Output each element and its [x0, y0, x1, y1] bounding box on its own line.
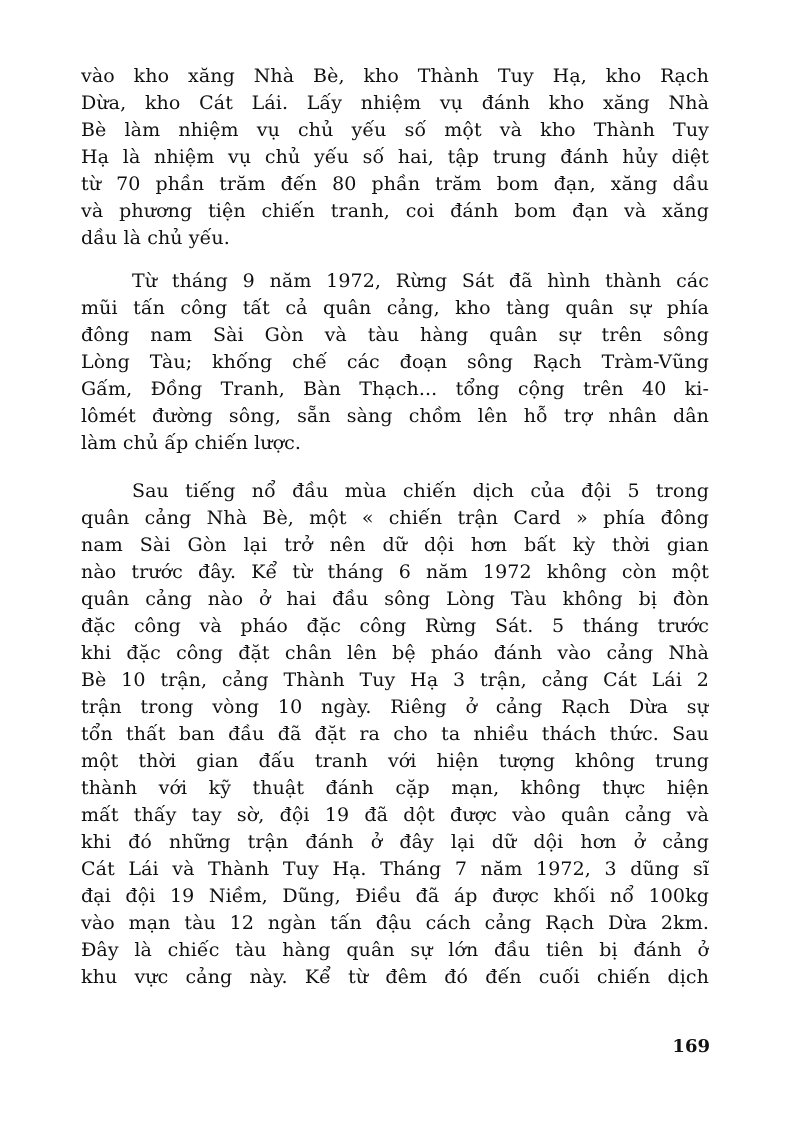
text-line: Bè làm nhiệm vụ chủ yếu số một và kho Thành Tuy: [81, 119, 709, 141]
text-line: tổn thất ban đầu đã đặt ra cho ta nhiều thách thức. Sau: [81, 723, 709, 745]
text-line: vào kho xăng Nhà Bè, kho Thành Tuy Hạ, kho Rạch: [81, 65, 709, 87]
text-line: nào trước đây. Kể từ tháng 6 năm 1972 không còn một: [81, 561, 709, 583]
text-line: dầu là chủ yếu.: [81, 227, 230, 249]
text-line: Dừa, kho Cát Lái. Lấy nhiệm vụ đánh kho xăng Nhà: [81, 92, 709, 114]
text-line: đông nam Sài Gòn và tàu hàng quân sự trên sông: [81, 324, 709, 346]
text-line: Đây là chiếc tàu hàng quân sự lớn đầu tiên bị đánh ở: [81, 939, 709, 961]
text-line: làm chủ ấp chiến lược.: [81, 432, 302, 454]
text-line: mất thấy tay sờ, đội 19 đã dột được vào quân cảng và: [81, 804, 709, 826]
text-line: vào mạn tàu 12 ngàn tấn đậu cách cảng Rạch Dừa 2km.: [81, 912, 709, 934]
text-line: quân cảng Nhà Bè, một « chiến trận Card » phía đông: [81, 507, 709, 529]
text-line: khi đó những trận đánh ở đây lại dữ dội hơn ở cảng: [81, 831, 709, 853]
text-line: đại đội 19 Niềm, Dũng, Điều đã áp được khối nổ 100kg: [81, 885, 709, 907]
text-line: từ 70 phần trăm đến 80 phần trăm bom đạn, xăng dầu: [81, 173, 709, 195]
text-line: Hạ là nhiệm vụ chủ yếu số hai, tập trung đánh hủy diệt: [81, 146, 709, 168]
text-line: mũi tấn công tất cả quân cảng, kho tàng quân sự phía: [81, 297, 709, 319]
text-line: thành với kỹ thuật đánh cặp mạn, không thực hiện: [81, 777, 709, 799]
text-line: đặc công và pháo đặc công Rừng Sát. 5 tháng trước: [81, 615, 709, 637]
text-line: trận trong vòng 10 ngày. Riêng ở cảng Rạch Dừa sự: [81, 696, 709, 718]
text-line: và phương tiện chiến tranh, coi đánh bom đạn và xăng: [81, 200, 709, 222]
text-line: Lòng Tàu; khống chế các đoạn sông Rạch Tràm-Vũng: [81, 351, 709, 373]
text-line: Gấm, Đồng Tranh, Bàn Thạch... tổng cộng trên 40 ki-: [81, 378, 709, 400]
text-line: khi đặc công đặt chân lên bệ pháo đánh vào cảng Nhà: [81, 642, 709, 664]
text-line: Bè 10 trận, cảng Thành Tuy Hạ 3 trận, cảng Cát Lái 2: [81, 669, 709, 691]
text-line: khu vực cảng này. Kể từ đêm đó đến cuối chiến dịch: [81, 966, 709, 988]
text-line: quân cảng nào ở hai đầu sông Lòng Tàu không bị đòn: [81, 588, 709, 610]
text-line: Cát Lái và Thành Tuy Hạ. Tháng 7 năm 1972, 3 dũng sĩ: [81, 858, 709, 880]
text-line: Từ tháng 9 năm 1972, Rừng Sát đã hình thành các: [132, 270, 709, 292]
text-line: Sau tiếng nổ đầu mùa chiến dịch của đội 5 trong: [132, 480, 709, 502]
page-number: 169: [672, 1036, 710, 1057]
text-line: một thời gian đấu tranh với hiện tượng không trung: [81, 750, 709, 772]
text-line: lômét đường sông, sẵn sàng chồm lên hỗ trợ nhân dân: [81, 405, 709, 427]
text-line: nam Sài Gòn lại trở nên dữ dội hơn bất kỳ thời gian: [81, 534, 709, 556]
